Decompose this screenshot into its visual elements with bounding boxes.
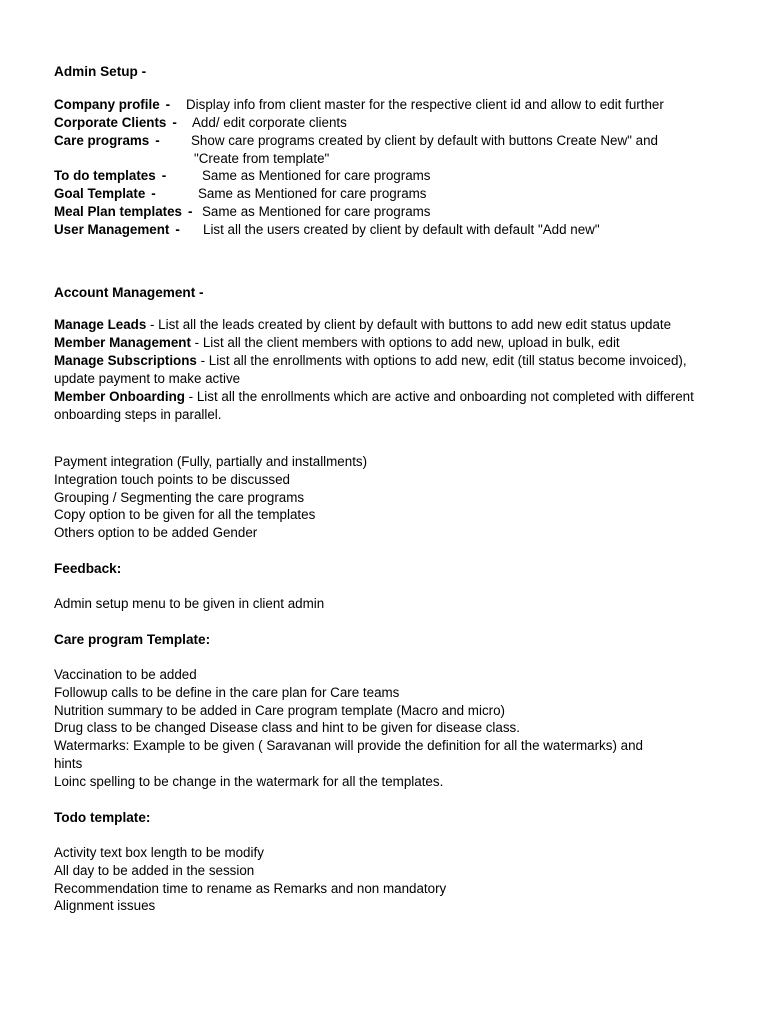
- todo-line: All day to be added in the session: [54, 862, 255, 878]
- note-line: Copy option to be given for all the templates: [54, 507, 316, 523]
- setup-row-meal-plan-templates: [54, 203, 744, 221]
- setup-row-todo-templates: [54, 167, 744, 185]
- setup-description: Same as Mentioned for care programs: [202, 168, 431, 183]
- account-item-manage-subscriptions: [54, 352, 716, 388]
- account-description: - List all the leads created by client by default with buttons to add new edit status update: [146, 317, 672, 332]
- setup-row-care-programs: [54, 132, 744, 150]
- account-description: - List all the enrollments with options to add new, edit (till status become invoiced), update payment to make active: [54, 353, 687, 386]
- care-program-line: hints: [54, 755, 83, 771]
- setup-description: Display info from client master for the respective client id and allow to edit further: [186, 97, 664, 112]
- account-description: - List all the client members with options to add new, upload in bulk, edit: [190, 335, 620, 350]
- notes-list: [54, 453, 716, 542]
- note-line: Payment integration (Fully, partially and installments): [54, 454, 368, 469]
- setup-separator: -: [165, 97, 171, 112]
- account-term: Member Management: [54, 335, 191, 350]
- todo-line: Alignment issues: [54, 898, 156, 914]
- setup-term: Meal Plan templates: [54, 204, 183, 219]
- todo-line: Recommendation time to rename as Remarks and non mandatory: [54, 880, 447, 896]
- setup-separator: -: [151, 186, 156, 201]
- setup-description-continued: "Create from template": [194, 151, 330, 166]
- setup-row-goal-template: [54, 185, 744, 203]
- setup-term: To do templates: [54, 168, 156, 183]
- care-program-line: Vaccination to be added: [54, 667, 197, 682]
- account-term: Manage Subscriptions: [54, 353, 197, 368]
- setup-description: Same as Mentioned for care programs: [198, 186, 427, 201]
- setup-description: Add/ edit corporate clients: [192, 115, 347, 130]
- setup-term: Company profile: [54, 97, 160, 112]
- account-item-member-management: [54, 334, 716, 352]
- care-program-line: Loinc spelling to be change in the watermark for all the templates.: [54, 773, 444, 789]
- note-line: Others option to be added Gender: [54, 525, 258, 541]
- setup-description: List all the users created by client by default with default "Add new": [203, 222, 600, 237]
- setup-separator: -: [175, 222, 180, 237]
- setup-separator: -: [155, 133, 160, 148]
- todo-template-list: [54, 844, 716, 915]
- setup-row-company-profile: [54, 96, 744, 114]
- note-line: Grouping / Segmenting the care programs: [54, 489, 305, 505]
- todo-line: Activity text box length to be modify: [54, 845, 264, 860]
- care-program-line: Watermarks: Example to be given ( Saravanan will provide the definition for all the watermarks) and: [54, 738, 643, 754]
- setup-row-care-programs-continued: [54, 150, 744, 168]
- setup-row-user-management: [54, 221, 744, 239]
- care-program-template-list: [54, 666, 716, 791]
- feedback-list: [54, 595, 716, 613]
- todo-template-heading: Todo template:: [54, 810, 151, 825]
- care-program-line: Drug class to be changed Disease class and hint to be given for disease class.: [54, 720, 520, 736]
- setup-term: Goal Template: [54, 186, 146, 201]
- account-term: Member Onboarding: [54, 389, 185, 404]
- setup-row-corporate-clients: [54, 114, 744, 132]
- setup-term: User Management: [54, 222, 170, 237]
- care-program-template-heading: Care program Template:: [54, 632, 211, 647]
- account-item-manage-leads: [54, 316, 716, 334]
- setup-description: Same as Mentioned for care programs: [202, 204, 431, 219]
- setup-separator: -: [172, 115, 177, 130]
- account-term: Manage Leads: [54, 317, 147, 332]
- account-description: - List all the enrollments which are active and onboarding not completed with different onboarding steps in parallel.: [54, 389, 694, 422]
- care-program-line: Followup calls to be define in the care plan for Care teams: [54, 684, 400, 700]
- care-program-line: Nutrition summary to be added in Care program template (Macro and micro): [54, 702, 505, 718]
- setup-term: Corporate Clients: [54, 115, 167, 130]
- setup-term: Care programs: [54, 133, 150, 148]
- account-management-heading: Account Management -: [54, 285, 204, 300]
- account-item-member-onboarding: [54, 388, 716, 424]
- note-line: Integration touch points to be discussed: [54, 471, 290, 487]
- setup-description: Show care programs created by client by default with buttons Create New" and: [191, 133, 658, 148]
- setup-separator: -: [188, 204, 193, 219]
- setup-separator: -: [161, 168, 167, 183]
- admin-setup-heading: Admin Setup -: [54, 64, 147, 79]
- feedback-heading: Feedback:: [54, 561, 122, 576]
- feedback-line: Admin setup menu to be given in client admin: [54, 596, 325, 611]
